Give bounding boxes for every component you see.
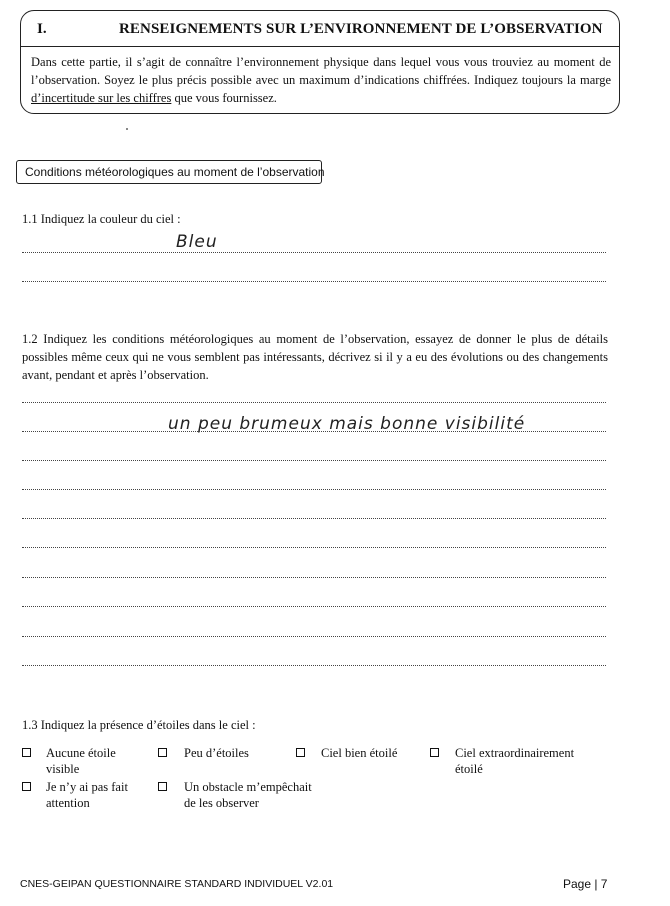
option-extraordinary-sky-line2: étoilé	[455, 762, 483, 776]
checkbox-obstacle[interactable]	[158, 782, 167, 791]
option-starry-sky-line1: Ciel bien étoilé	[321, 746, 398, 760]
checkbox-no-stars[interactable]	[22, 748, 31, 757]
option-obstacle-line2: de les observer	[184, 796, 259, 810]
answer-line[interactable]	[22, 489, 606, 490]
option-no-stars-line1: Aucune étoile	[46, 746, 116, 760]
option-no-stars	[46, 745, 116, 777]
answer-line[interactable]	[22, 547, 606, 548]
option-few-stars	[184, 745, 249, 761]
option-not-noticed-line2: attention	[46, 796, 90, 810]
section-divider	[21, 46, 619, 47]
question-1-1-answer[interactable]: Bleu	[176, 232, 218, 252]
option-obstacle	[184, 779, 312, 811]
section-intro	[31, 53, 611, 107]
question-1-2-label: 1.2 Indiquez les conditions météorologiques au moment de l’observation, essayez de donner le plus de détails possibles même ceux qui ne vous semblent pas intéressants, décrivez si il y a eu des évolutions ou des changements avant, pendant et après l’observation.	[22, 332, 608, 382]
footer-document-id: CNES-GEIPAN QUESTIONNAIRE STANDARD INDIVIDUEL V2.01	[20, 878, 334, 890]
section-number: I.	[37, 21, 47, 37]
answer-line[interactable]	[22, 402, 606, 403]
option-not-noticed-line1: Je n’y ai pas fait	[46, 780, 128, 794]
question-1-2-answer[interactable]: un peu brumeux mais bonne visibilité	[168, 414, 526, 434]
option-extraordinary-sky-line1: Ciel extraordinairement	[455, 746, 575, 760]
answer-line[interactable]	[22, 460, 606, 461]
checkbox-not-noticed[interactable]	[22, 782, 31, 791]
scan-artifact	[126, 128, 128, 130]
option-no-stars-line2: visible	[46, 762, 80, 776]
subsection-title-box: Conditions météorologiques au moment de l’observation	[16, 160, 322, 184]
section-header-box	[20, 10, 620, 114]
question-1-3-label: 1.3 Indiquez la présence d’étoiles dans le ciel :	[22, 718, 256, 732]
checkbox-few-stars[interactable]	[158, 748, 167, 757]
intro-text-2: que vous fournissez.	[171, 91, 277, 105]
answer-line[interactable]	[22, 281, 606, 282]
answer-line[interactable]	[22, 606, 606, 607]
option-obstacle-line1: Un obstacle m’empêchait	[184, 780, 312, 794]
option-few-stars-line1: Peu d’étoiles	[184, 746, 249, 760]
footer-page-number: Page | 7	[563, 877, 608, 891]
option-not-noticed	[46, 779, 128, 811]
option-extraordinary-sky	[455, 745, 574, 777]
intro-underlined-text: d’incertitude sur les chiffres	[31, 91, 172, 105]
answer-line[interactable]	[22, 665, 606, 666]
checkbox-starry-sky[interactable]	[296, 748, 305, 757]
answer-line[interactable]	[22, 636, 606, 637]
section-title: RENSEIGNEMENTS SUR L’ENVIRONNEMENT DE L’OBSERVATION	[119, 21, 603, 37]
option-starry-sky	[321, 745, 397, 761]
answer-line[interactable]	[22, 252, 606, 253]
intro-text-1: Dans cette partie, il s’agit de connaître l’environnement physique dans lequel vous vous trouviez au moment de l’observation. Soyez le plus précis possible avec un maximum d’indications chiffrées. Indiquez toujours la marge	[31, 55, 611, 87]
question-1-1-label: 1.1 Indiquez la couleur du ciel :	[22, 212, 181, 226]
checkbox-extraordinary-sky[interactable]	[430, 748, 439, 757]
answer-line[interactable]	[22, 431, 606, 432]
answer-line[interactable]	[22, 577, 606, 578]
answer-line[interactable]	[22, 518, 606, 519]
